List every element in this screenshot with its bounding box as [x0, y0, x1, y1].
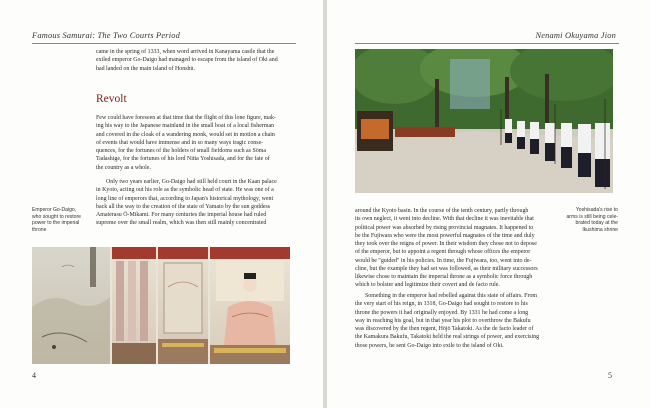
- running-head-left: Famous Samurai: The Two Courts Period: [32, 31, 180, 40]
- text-line: they took over the reigns of power. In their wisdom they chose not to depose: [355, 241, 537, 247]
- text-line: likewise chose to maintain the imperial throne as a symbolic force through: [355, 274, 533, 280]
- text-line: which to bolster and legitimize their covert and de facto rule.: [355, 282, 500, 289]
- left-intro-text: [96, 48, 292, 73]
- text-line: political power was absorbed by rising provincial magnates. It happened to: [355, 224, 534, 231]
- caption-line: arms is still being cele-: [566, 213, 618, 220]
- art-panel-curtain: [112, 247, 156, 364]
- text-line: cline, but the example they had set was followed, as their military successors: [355, 265, 538, 272]
- emperor-figure-icon: [210, 247, 290, 364]
- text-line: the very start of his reign, in 1318, Go-Daigo had sought to restore to his: [355, 301, 528, 308]
- text-line: was discovered by the then regent, Hōjō Takatoki. As the de facto leader of: [355, 326, 534, 332]
- page-number-left: 4: [32, 371, 36, 380]
- header-rule-right: [355, 43, 619, 44]
- caption-line: brated today at the: [575, 220, 618, 227]
- text-line: throne the powers it had originally enjoyed. By 1331 he had come a long: [355, 309, 529, 316]
- text-line: the country as a whole.: [96, 164, 151, 171]
- running-head-right: Nenami Okuyama Jion: [535, 31, 616, 40]
- text-line: of the emperor, but to appoint a regent through whose offices the emperor: [355, 249, 531, 256]
- left-paragraph-2: [96, 178, 292, 228]
- text-line: the Kamakura Bakufu, Takatoki held the real strings of power, and exercising: [355, 334, 540, 341]
- text-line: exiled emperor Go-Daigo had managed to escape from the island of Oki and: [96, 57, 278, 64]
- text-line: and covered in the cloak of a wandering monk, would set in motion a chain: [96, 131, 275, 138]
- text-line: came in the spring of 1333, when word arrived in Kanayama castle that the: [96, 49, 275, 55]
- text-line: Only two years earlier, Go-Daigo had still held court in the Kaan palace: [106, 179, 277, 185]
- text-line: supreme over the small realm, which was then still mainly concentrated: [96, 220, 267, 227]
- text-line: long line of emperors that, according to Japan's historical mythology, went: [96, 195, 274, 202]
- text-line: quences, for the fortunes of the holders of small fiefdoms such as Sōma: [96, 148, 267, 154]
- right-paragraph-2: [355, 292, 552, 350]
- page-number-right: 5: [608, 371, 612, 380]
- caption-line: Ikushima shrine: [582, 226, 618, 233]
- caption-line: power to the imperial: [32, 220, 80, 227]
- text-line: back all the way to the creation of the state of Yamato by the sun goddess: [96, 203, 271, 210]
- header-rule-left: [32, 43, 296, 44]
- right-caption: [562, 207, 618, 233]
- text-line: way in reaching his goal, but in that year his plot to overthrow the Bakufu: [355, 317, 531, 324]
- art-panel-screen: [158, 247, 208, 364]
- left-caption: [32, 207, 92, 233]
- left-paragraph-1: [96, 114, 292, 172]
- text-line: would be "guided" in his policies. In time, the Fujiwara, too, went into de-: [355, 257, 532, 264]
- text-line: in Kyoto, acting out his role as the symbolic head of state. He was one of a: [96, 187, 274, 194]
- landscape-painting-icon: [32, 247, 110, 364]
- archers-at-shrine-photo-icon: [355, 49, 613, 193]
- art-panel-landscape: [32, 247, 110, 364]
- caption-line: who sought to restore: [32, 213, 81, 220]
- text-line: Something in the emperor had rebelled against this state of affairs. From: [365, 293, 538, 299]
- text-line: its own neglect, it went into decline. With that decline it was inevitable that: [355, 216, 534, 223]
- text-line: those powers, he sent Go-Daigo into exile to the island of Oki.: [355, 342, 504, 349]
- caption-line: throne: [32, 226, 47, 233]
- right-paragraph-1: [355, 207, 552, 290]
- shrine-archers-photo: [355, 49, 613, 193]
- emperor-painting-image: [32, 247, 290, 364]
- text-line: be the Fujiwara who were the most powerful magnates of the time and duly: [355, 232, 535, 239]
- text-line: of events that would have immense and in so many ways tragic conse-: [96, 139, 264, 146]
- text-line: ing his way to the Japanese mainland in the small boat of a local fisherman: [96, 123, 275, 130]
- art-panel-emperor: [210, 247, 290, 364]
- caption-line: Yoshisada's rise to: [575, 207, 618, 213]
- text-line: Amaterasu Ō-Mikami. For many centuries the imperial house had ruled: [96, 212, 267, 218]
- text-line: Tadashige, for the fortunes of his lord Nitta Yoshisada, and for the fate of: [96, 156, 270, 163]
- section-heading: Revolt: [96, 93, 127, 105]
- text-line: around the Kyoto basin. In the course of the tenth century, partly through: [355, 208, 529, 214]
- screen-icon: [158, 247, 208, 364]
- text-line: had landed on the main island of Honshū.: [96, 65, 195, 72]
- caption-line: Emperor Go-Daigo,: [32, 207, 77, 213]
- text-line: Few could have foreseen at that time that the flight of this lone figure, mak-: [96, 115, 276, 121]
- curtain-icon: [112, 247, 156, 364]
